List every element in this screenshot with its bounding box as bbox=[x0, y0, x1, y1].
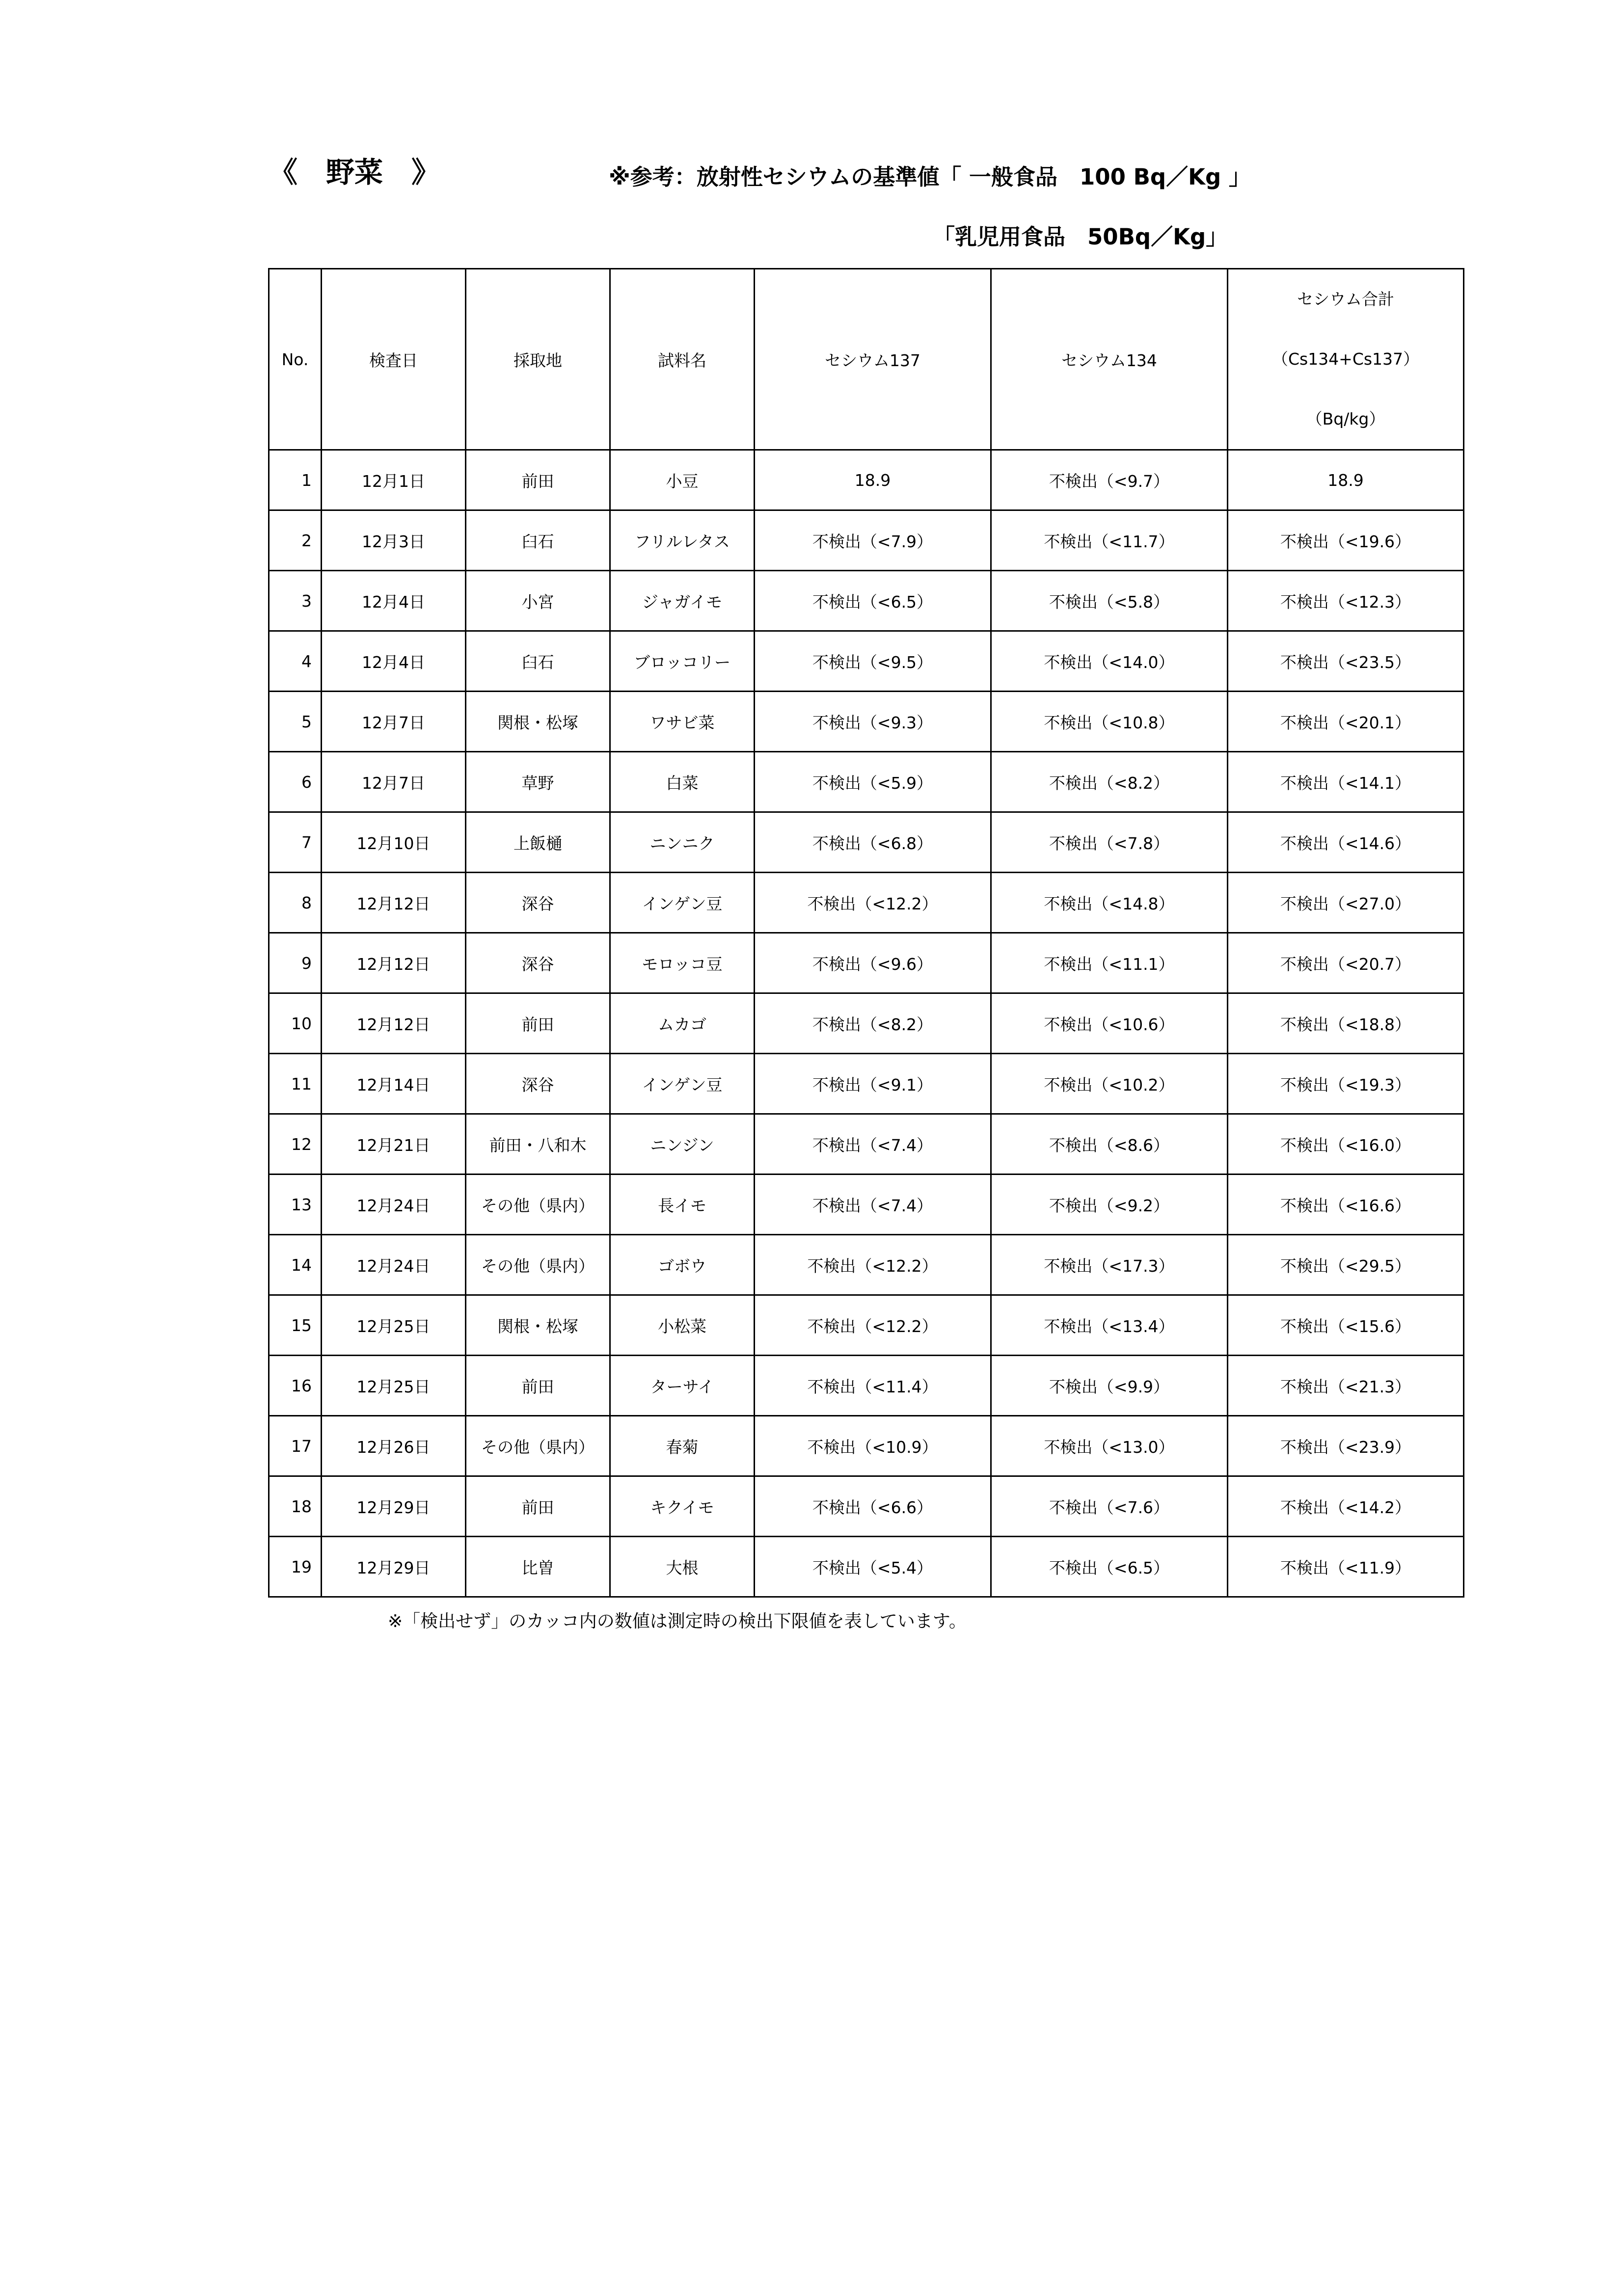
cell-cs137: 不検出（<7.4） bbox=[755, 1175, 991, 1235]
cell-cs134: 不検出（<13.0） bbox=[991, 1416, 1228, 1476]
cell-cs134: 不検出（<8.2） bbox=[991, 752, 1228, 812]
table-row bbox=[269, 1175, 1464, 1235]
cell-date: 12月3日 bbox=[322, 510, 466, 571]
cell-no: 4 bbox=[269, 631, 322, 692]
footnote: ※「検出せず」のカッコ内の数値は測定時の検出下限値を表しています。 bbox=[388, 1611, 967, 1631]
cell-date: 12月26日 bbox=[322, 1416, 466, 1476]
cell-cs134: 不検出（<13.4） bbox=[991, 1295, 1228, 1356]
cell-date: 12月29日 bbox=[322, 1476, 466, 1537]
cell-no: 7 bbox=[269, 812, 322, 873]
cell-cs137: 18.9 bbox=[755, 450, 991, 510]
cell-sample: 小松菜 bbox=[610, 1295, 755, 1356]
cell-total: 不検出（<20.1） bbox=[1228, 692, 1464, 752]
cell-place: 前田 bbox=[466, 993, 610, 1054]
cell-sample: インゲン豆 bbox=[610, 873, 755, 933]
reference-standard-infant: 「乳児用食品 50Bq／Kg」 bbox=[933, 224, 1228, 250]
cell-total: 不検出（<11.9） bbox=[1228, 1537, 1464, 1597]
cell-cs137: 不検出（<6.5） bbox=[755, 571, 991, 631]
column-header-sample: 試料名 bbox=[610, 269, 755, 450]
cell-cs134: 不検出（<14.0） bbox=[991, 631, 1228, 692]
cell-date: 12月29日 bbox=[322, 1537, 466, 1597]
table-row bbox=[269, 993, 1464, 1054]
table-header-row bbox=[269, 269, 1464, 450]
cell-no: 10 bbox=[269, 993, 322, 1054]
table-row bbox=[269, 1295, 1464, 1356]
cell-total: 不検出（<16.0） bbox=[1228, 1114, 1464, 1175]
table-row bbox=[269, 1476, 1464, 1537]
cell-date: 12月14日 bbox=[322, 1054, 466, 1114]
cell-total: 不検出（<15.6） bbox=[1228, 1295, 1464, 1356]
cell-cs137: 不検出（<10.9） bbox=[755, 1416, 991, 1476]
cell-date: 12月21日 bbox=[322, 1114, 466, 1175]
cell-cs137: 不検出（<6.8） bbox=[755, 812, 991, 873]
cell-date: 12月7日 bbox=[322, 692, 466, 752]
cell-cs134: 不検出（<8.6） bbox=[991, 1114, 1228, 1175]
cell-cs134: 不検出（<9.7） bbox=[991, 450, 1228, 510]
table-body bbox=[269, 450, 1464, 1597]
cell-sample: ブロッコリー bbox=[610, 631, 755, 692]
cell-cs134: 不検出（<11.1） bbox=[991, 933, 1228, 993]
cell-date: 12月4日 bbox=[322, 571, 466, 631]
cell-no: 13 bbox=[269, 1175, 322, 1235]
column-header-total-label: セシウム合計 bbox=[1297, 290, 1394, 309]
cell-date: 12月12日 bbox=[322, 993, 466, 1054]
cell-date: 12月25日 bbox=[322, 1295, 466, 1356]
cell-cs134: 不検出（<10.6） bbox=[991, 993, 1228, 1054]
cell-date: 12月12日 bbox=[322, 873, 466, 933]
cell-no: 12 bbox=[269, 1114, 322, 1175]
cell-sample: モロッコ豆 bbox=[610, 933, 755, 993]
cell-cs134: 不検出（<10.8） bbox=[991, 692, 1228, 752]
cell-date: 12月24日 bbox=[322, 1235, 466, 1295]
cell-no: 17 bbox=[269, 1416, 322, 1476]
cell-no: 9 bbox=[269, 933, 322, 993]
table-row bbox=[269, 571, 1464, 631]
cell-cs137: 不検出（<6.6） bbox=[755, 1476, 991, 1537]
cell-cs137: 不検出（<12.2） bbox=[755, 1295, 991, 1356]
cell-cs137: 不検出（<12.2） bbox=[755, 873, 991, 933]
cell-place: その他（県内） bbox=[466, 1416, 610, 1476]
cell-cs137: 不検出（<11.4） bbox=[755, 1356, 991, 1416]
cell-total: 不検出（<14.2） bbox=[1228, 1476, 1464, 1537]
table-row bbox=[269, 1416, 1464, 1476]
cell-place: 臼石 bbox=[466, 631, 610, 692]
cell-place: 前田 bbox=[466, 1356, 610, 1416]
cell-no: 14 bbox=[269, 1235, 322, 1295]
cell-date: 12月7日 bbox=[322, 752, 466, 812]
table-row bbox=[269, 692, 1464, 752]
cell-total: 不検出（<23.9） bbox=[1228, 1416, 1464, 1476]
cell-cs137: 不検出（<12.2） bbox=[755, 1235, 991, 1295]
cell-total: 不検出（<20.7） bbox=[1228, 933, 1464, 993]
cell-sample: 長イモ bbox=[610, 1175, 755, 1235]
cell-place: 上飯樋 bbox=[466, 812, 610, 873]
cell-place: 深谷 bbox=[466, 1054, 610, 1114]
cell-place: 前田・八和木 bbox=[466, 1114, 610, 1175]
cell-no: 1 bbox=[269, 450, 322, 510]
table-row bbox=[269, 1114, 1464, 1175]
table-row bbox=[269, 1054, 1464, 1114]
cell-place: 前田 bbox=[466, 450, 610, 510]
cell-cs137: 不検出（<9.6） bbox=[755, 933, 991, 993]
cell-total: 不検出（<14.1） bbox=[1228, 752, 1464, 812]
cell-cs137: 不検出（<9.5） bbox=[755, 631, 991, 692]
cell-sample: キクイモ bbox=[610, 1476, 755, 1537]
results-table bbox=[268, 268, 1464, 1598]
cell-sample: インゲン豆 bbox=[610, 1054, 755, 1114]
cell-cs134: 不検出（<14.8） bbox=[991, 873, 1228, 933]
cell-cs134: 不検出（<5.8） bbox=[991, 571, 1228, 631]
table-row bbox=[269, 1537, 1464, 1597]
cell-sample: ニンジン bbox=[610, 1114, 755, 1175]
column-header-total-formula: （Cs134+Cs137） bbox=[1271, 349, 1420, 369]
cell-place: 前田 bbox=[466, 1476, 610, 1537]
cell-place: 比曽 bbox=[466, 1537, 610, 1597]
column-header-date: 検査日 bbox=[322, 269, 466, 450]
cell-sample: ワサビ菜 bbox=[610, 692, 755, 752]
cell-no: 3 bbox=[269, 571, 322, 631]
cell-date: 12月1日 bbox=[322, 450, 466, 510]
column-header-cs134: セシウム134 bbox=[991, 269, 1228, 450]
column-header-place: 採取地 bbox=[466, 269, 610, 450]
cell-place: 深谷 bbox=[466, 873, 610, 933]
cell-total: 不検出（<21.3） bbox=[1228, 1356, 1464, 1416]
cell-no: 5 bbox=[269, 692, 322, 752]
cell-total: 不検出（<29.5） bbox=[1228, 1235, 1464, 1295]
cell-place: 臼石 bbox=[466, 510, 610, 571]
cell-cs134: 不検出（<17.3） bbox=[991, 1235, 1228, 1295]
table-row bbox=[269, 933, 1464, 993]
table-row bbox=[269, 1356, 1464, 1416]
cell-total: 不検出（<12.3） bbox=[1228, 571, 1464, 631]
cell-total: 18.9 bbox=[1228, 450, 1464, 510]
cell-cs137: 不検出（<9.3） bbox=[755, 692, 991, 752]
cell-cs134: 不検出（<6.5） bbox=[991, 1537, 1228, 1597]
cell-sample: フリルレタス bbox=[610, 510, 755, 571]
cell-cs134: 不検出（<7.8） bbox=[991, 812, 1228, 873]
cell-no: 2 bbox=[269, 510, 322, 571]
column-header-cs137: セシウム137 bbox=[755, 269, 991, 450]
table-row bbox=[269, 450, 1464, 510]
cell-total: 不検出（<19.6） bbox=[1228, 510, 1464, 571]
cell-place: その他（県内） bbox=[466, 1235, 610, 1295]
page-title: 《 野菜 》 bbox=[269, 156, 440, 189]
table-row bbox=[269, 812, 1464, 873]
table-row bbox=[269, 1235, 1464, 1295]
column-header-no: No. bbox=[269, 269, 322, 450]
cell-sample: ニンニク bbox=[610, 812, 755, 873]
cell-place: 関根・松塚 bbox=[466, 692, 610, 752]
cell-no: 6 bbox=[269, 752, 322, 812]
cell-no: 19 bbox=[269, 1537, 322, 1597]
cell-place: 深谷 bbox=[466, 933, 610, 993]
cell-sample: ムカゴ bbox=[610, 993, 755, 1054]
cell-no: 15 bbox=[269, 1295, 322, 1356]
cell-cs134: 不検出（<9.2） bbox=[991, 1175, 1228, 1235]
cell-date: 12月25日 bbox=[322, 1356, 466, 1416]
cell-place: その他（県内） bbox=[466, 1175, 610, 1235]
cell-place: 草野 bbox=[466, 752, 610, 812]
cell-date: 12月10日 bbox=[322, 812, 466, 873]
cell-no: 16 bbox=[269, 1356, 322, 1416]
cell-sample: ターサイ bbox=[610, 1356, 755, 1416]
cell-cs137: 不検出（<5.4） bbox=[755, 1537, 991, 1597]
cell-date: 12月12日 bbox=[322, 933, 466, 993]
cell-sample: 白菜 bbox=[610, 752, 755, 812]
cell-total: 不検出（<14.6） bbox=[1228, 812, 1464, 873]
cell-cs134: 不検出（<7.6） bbox=[991, 1476, 1228, 1537]
cell-cs134: 不検出（<11.7） bbox=[991, 510, 1228, 571]
cell-cs134: 不検出（<9.9） bbox=[991, 1356, 1228, 1416]
cell-no: 11 bbox=[269, 1054, 322, 1114]
table-row bbox=[269, 752, 1464, 812]
cell-place: 小宮 bbox=[466, 571, 610, 631]
cell-sample: ゴボウ bbox=[610, 1235, 755, 1295]
table-row bbox=[269, 631, 1464, 692]
cell-date: 12月4日 bbox=[322, 631, 466, 692]
table-row bbox=[269, 873, 1464, 933]
cell-no: 8 bbox=[269, 873, 322, 933]
column-header-total-unit: （Bq/kg） bbox=[1306, 409, 1385, 428]
cell-total: 不検出（<16.6） bbox=[1228, 1175, 1464, 1235]
cell-place: 関根・松塚 bbox=[466, 1295, 610, 1356]
column-header-total bbox=[1228, 269, 1464, 450]
cell-total: 不検出（<23.5） bbox=[1228, 631, 1464, 692]
cell-cs134: 不検出（<10.2） bbox=[991, 1054, 1228, 1114]
cell-no: 18 bbox=[269, 1476, 322, 1537]
cell-sample: ジャガイモ bbox=[610, 571, 755, 631]
cell-cs137: 不検出（<7.9） bbox=[755, 510, 991, 571]
cell-cs137: 不検出（<7.4） bbox=[755, 1114, 991, 1175]
table-row bbox=[269, 510, 1464, 571]
cell-sample: 春菊 bbox=[610, 1416, 755, 1476]
cell-total: 不検出（<19.3） bbox=[1228, 1054, 1464, 1114]
reference-standard-general: ※参考：放射性セシウムの基準値「 一般食品 100 Bq／Kg 」 bbox=[609, 164, 1251, 190]
cell-date: 12月24日 bbox=[322, 1175, 466, 1235]
cell-cs137: 不検出（<9.1） bbox=[755, 1054, 991, 1114]
cell-sample: 大根 bbox=[610, 1537, 755, 1597]
cell-cs137: 不検出（<5.9） bbox=[755, 752, 991, 812]
cell-sample: 小豆 bbox=[610, 450, 755, 510]
cell-total: 不検出（<18.8） bbox=[1228, 993, 1464, 1054]
cell-total: 不検出（<27.0） bbox=[1228, 873, 1464, 933]
cell-cs137: 不検出（<8.2） bbox=[755, 993, 991, 1054]
